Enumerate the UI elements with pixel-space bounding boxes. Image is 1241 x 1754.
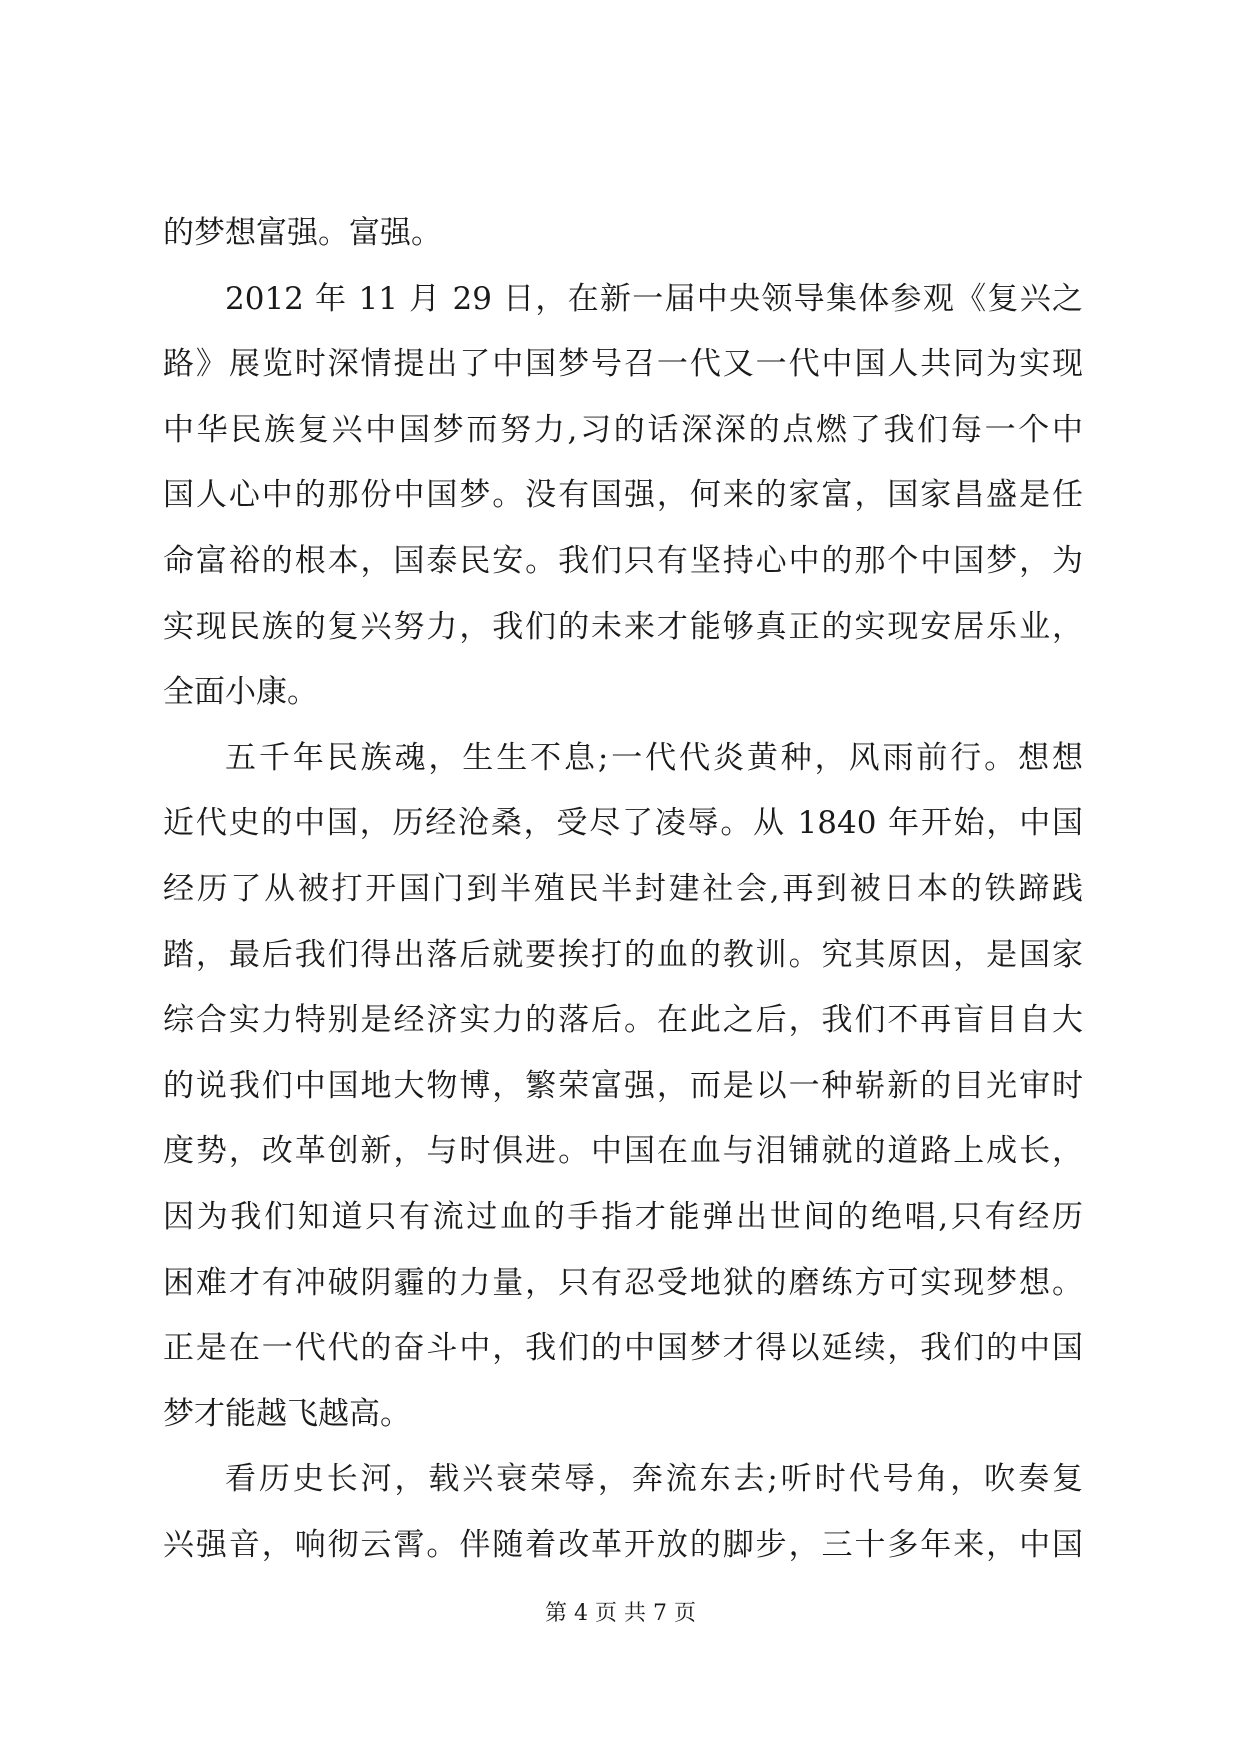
text-line: 经历了从被打开国门到半殖民半封建社会,再到被日本的铁蹄践 [163,870,1083,907]
text-line: 的说我们中国地大物博，繁荣富强，而是以一种崭新的目光审时 [163,1067,1083,1104]
page-footer: 第 4 页 共 7 页 [545,1601,696,1626]
text-line: 困难才有冲破阴霾的力量，只有忍受地狱的磨练方可实现梦想。 [163,1264,1083,1301]
text-line: 正是在一代代的奋斗中，我们的中国梦才得以延续，我们的中国 [163,1330,1083,1367]
text-line: 中华民族复兴中国梦而努力,习的话深深的点燃了我们每一个中 [163,411,1083,448]
document-body [163,201,1083,1578]
text-line: 2012 年 11 月 29 日，在新一届中央领导集体参观《复兴之 [225,280,1083,317]
text-line: 度势，改革创新，与时俱进。中国在血与泪铺就的道路上成长， [163,1133,1083,1170]
text-line: 近代史的中国，历经沧桑，受尽了凌辱。从 1840 年开始，中国 [163,805,1083,842]
text-line: 路》展览时深情提出了中国梦号召一代又一代中国人共同为实现 [163,346,1083,383]
text-line: 全面小康。 [163,674,318,711]
text-line: 综合实力特别是经济实力的落后。在此之后，我们不再盲目自大 [163,1002,1083,1039]
text-line: 五千年民族魂，生生不息;一代代炎黄种，风雨前行。想想 [225,739,1083,776]
text-line: 踏，最后我们得出落后就要挨打的血的教训。究其原因，是国家 [163,936,1083,973]
text-line: 实现民族的复兴努力，我们的未来才能够真正的实现安居乐业， [163,608,1083,645]
text-line: 因为我们知道只有流过血的手指才能弹出世间的绝唱,只有经历 [163,1198,1083,1235]
text-line: 兴强音，响彻云霄。伴随着改革开放的脚步，三十多年来，中国 [163,1526,1083,1563]
text-line: 国人心中的那份中国梦。没有国强，何来的家富，国家昌盛是任 [163,477,1083,514]
text-line: 看历史长河，载兴衰荣辱，奔流东去;听时代号角，吹奏复 [225,1461,1083,1498]
text-line: 的梦想富强。富强。 [163,215,442,251]
text-line: 梦才能越飞越高。 [163,1395,411,1432]
text-line: 命富裕的根本，国泰民安。我们只有坚持心中的那个中国梦，为 [163,542,1083,579]
